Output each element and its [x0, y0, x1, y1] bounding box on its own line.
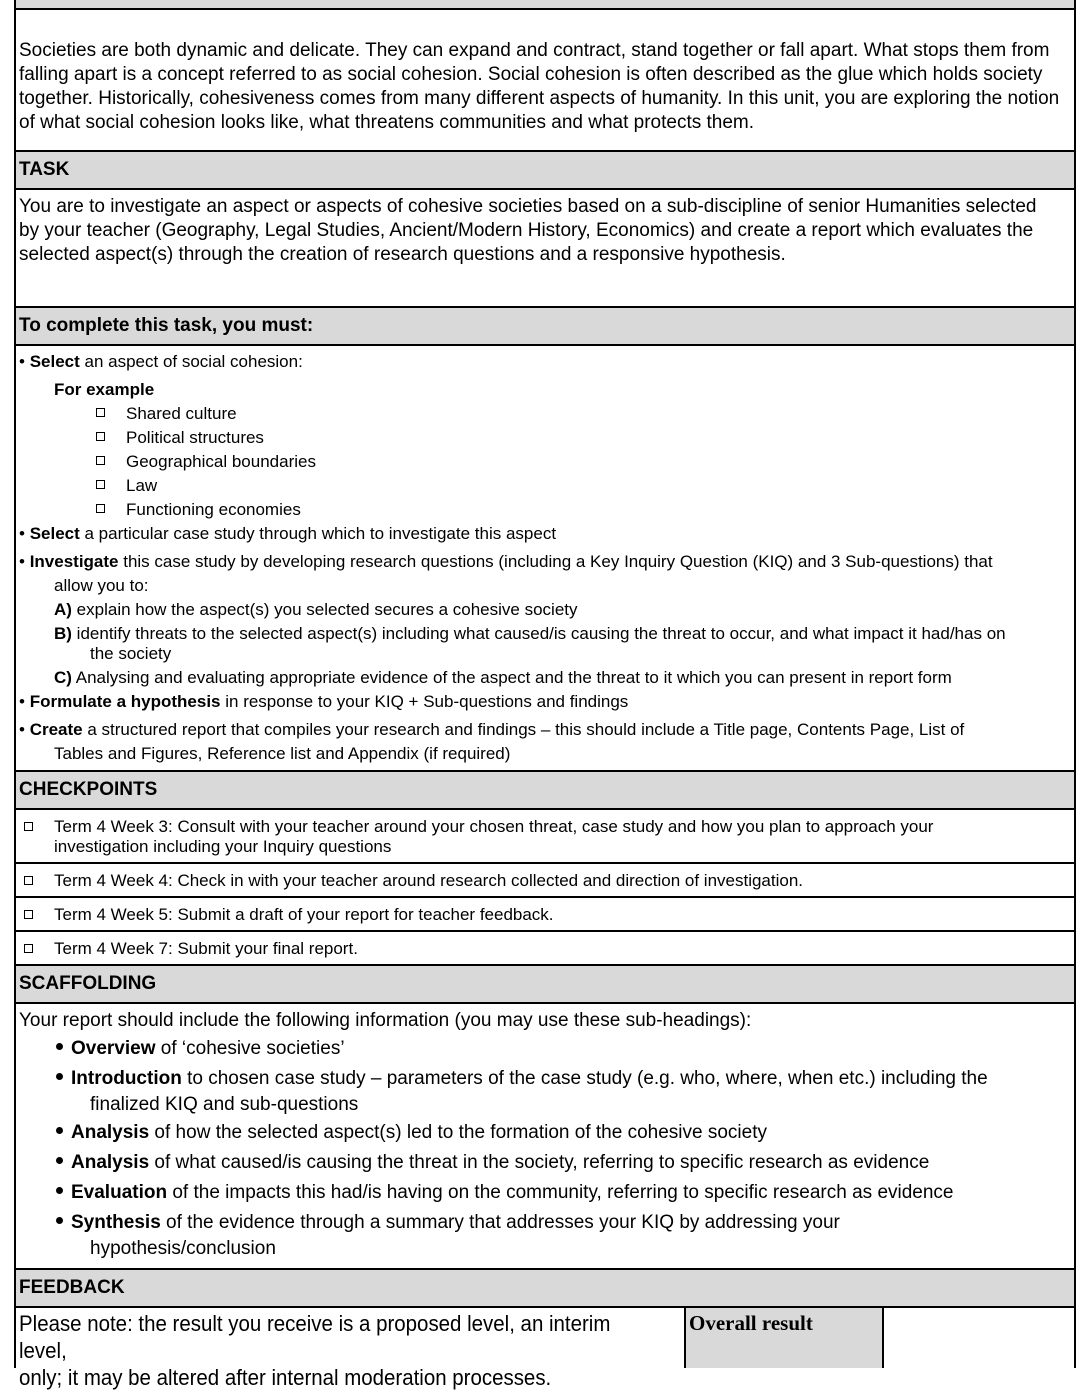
checkpoint-row	[14, 864, 1076, 898]
checkpoint-text: Term 4 Week 5: Submit a draft of your report for teacher feedback.	[54, 905, 554, 924]
feedback-note-line1: Please note: the result you receive is a proposed level, an interim level,	[19, 1311, 611, 1363]
checkpoint-row	[14, 932, 1076, 966]
task-sheet	[14, 0, 1078, 1390]
bullet-icon	[56, 1187, 63, 1194]
feedback-note	[19, 1310, 633, 1391]
scaffolding-item: Overview of ‘cohesive societies’	[56, 1036, 345, 1062]
req-b: B) identify threats to the selected aspect(s) including what caused/is causing the threat to occur, and what impact it had/has on	[54, 624, 1006, 643]
requirements-heading	[14, 308, 1076, 346]
scaffolding-item-cont: finalized KIQ and sub-questions	[90, 1094, 359, 1115]
scaffolding-item: Synthesis of the evidence through a summary that addresses your KIQ by addressing your	[56, 1210, 840, 1236]
task-heading	[14, 152, 1076, 190]
scaffolding-section	[14, 1004, 1076, 1270]
req-select-case: • Select a particular case study through which to investigate this aspect	[19, 524, 557, 543]
req-a: A) explain how the aspect(s) you selected secures a cohesive society	[54, 600, 578, 619]
scaffolding-intro: Your report should include the following information (you may use these sub-headings):	[19, 1010, 752, 1031]
scaffolding-heading	[14, 966, 1076, 1004]
example-item: Geographical boundaries	[126, 452, 316, 471]
feedback-heading-text: FEEDBACK	[19, 1277, 125, 1298]
checkpoints-heading	[14, 772, 1076, 810]
req-for-example: For example	[54, 380, 155, 399]
checkbox-icon	[96, 480, 105, 489]
req-create-cont: Tables and Figures, Reference list and Appendix (if required)	[54, 744, 511, 763]
overall-result-value[interactable]	[884, 1308, 1074, 1368]
checkbox-icon	[96, 504, 105, 513]
example-item: Law	[126, 476, 158, 495]
bullet-icon	[56, 1127, 63, 1134]
example-item: Functioning economies	[126, 500, 301, 519]
checkbox-icon[interactable]	[24, 910, 33, 919]
example-item: Shared culture	[126, 404, 237, 423]
checkbox-icon	[96, 408, 105, 417]
scaffolding-heading-text: SCAFFOLDING	[19, 973, 157, 994]
scaffolding-item-cont: hypothesis/conclusion	[90, 1238, 276, 1259]
overall-result-cell	[684, 1308, 884, 1368]
scaffolding-item: Introduction to chosen case study – parameters of the case study (e.g. who, where, when etc.) including the	[56, 1066, 988, 1092]
req-c: C) Analysing and evaluating appropriate evidence of the aspect and the threat to it which you can present in report form	[54, 668, 952, 687]
intro-paragraph: Societies are both dynamic and delicate. They can expand and contract, stand together or fall apart. What stops them from falling apart is a concept referred to as social cohesion. Social cohesion is often described as the glue which holds society together. Historically, cohesiveness comes from many different aspects of humanity. In this unit, you are exploring the notion of what social cohesion looks like, what threatens communities and what protects them.	[19, 40, 1060, 133]
bullet-icon	[56, 1043, 63, 1050]
checkpoint-text: Term 4 Week 3: Consult with your teacher around your chosen threat, case study and how you plan to approach your	[54, 817, 934, 836]
checkpoint-row	[14, 898, 1076, 932]
task-heading-text: TASK	[19, 159, 70, 180]
example-item: Political structures	[126, 428, 264, 447]
task-paragraph: You are to investigate an aspect or aspects of cohesive societies based on a sub-discipline of senior Humanities selected by your teacher (Geography, Legal Studies, Ancient/Modern History, Economics) and create a report which evaluates the selected aspect(s) through the creation of research questions and a responsive hypothesis.	[19, 196, 1037, 265]
bullet-icon	[56, 1157, 63, 1164]
checkbox-icon[interactable]	[24, 822, 33, 831]
checkpoint-text: Term 4 Week 7: Submit your final report.	[54, 939, 358, 958]
checkpoint-text: Term 4 Week 4: Check in with your teacher around research collected and direction of investigation.	[54, 871, 804, 890]
checkbox-icon[interactable]	[24, 944, 33, 953]
req-investigate-cont: allow you to:	[54, 576, 149, 595]
checkbox-icon	[96, 456, 105, 465]
feedback-section	[14, 1308, 1076, 1390]
feedback-heading	[14, 1270, 1076, 1308]
checkpoint-text-cont: investigation including your Inquiry questions	[54, 837, 392, 856]
requirements-heading-text: To complete this task, you must:	[19, 315, 314, 336]
checkpoint-row	[14, 810, 1076, 864]
task-section	[14, 190, 1076, 308]
req-create: • Create a structured report that compiles your research and findings – this should include a Title page, Contents Page, List of	[19, 720, 965, 739]
scaffolding-item: Evaluation of the impacts this had/is having on the community, referring to specific research as evidence	[56, 1180, 954, 1206]
req-investigate: • Investigate this case study by developing research questions (including a Key Inquiry Question (KIQ) and 3 Sub-questions) that	[19, 552, 993, 571]
scaffolding-item: Analysis of what caused/is causing the threat in the society, referring to specific research as evidence	[56, 1150, 929, 1176]
checkpoints-heading-text: CHECKPOINTS	[19, 779, 158, 800]
feedback-note-line2: only; it may be altered after internal moderation processes.	[19, 1365, 552, 1390]
bullet-icon	[56, 1217, 63, 1224]
bullet-icon	[56, 1073, 63, 1080]
requirements-section	[14, 346, 1076, 772]
scaffolding-item: Analysis of how the selected aspect(s) led to the formation of the cohesive society	[56, 1120, 767, 1146]
checkbox-icon	[96, 432, 105, 441]
checkbox-icon[interactable]	[24, 876, 33, 885]
intro-section	[14, 10, 1076, 152]
req-b-cont: the society	[90, 644, 172, 663]
overall-result-label: Overall result	[689, 1311, 813, 1335]
req-formulate: • Formulate a hypothesis in response to your KIQ + Sub-questions and findings	[19, 692, 629, 711]
req-select-aspect: • Select an aspect of social cohesion:	[19, 352, 303, 371]
top-header-strip	[14, 0, 1076, 10]
